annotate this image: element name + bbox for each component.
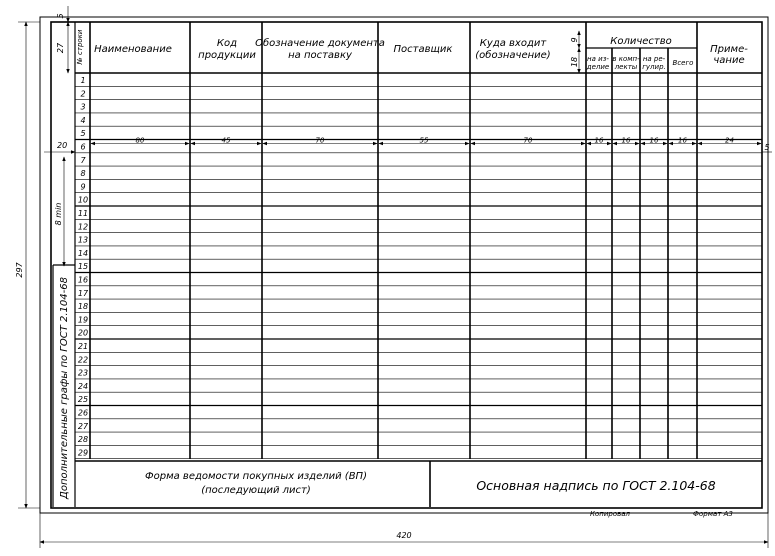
row-number: 9 — [80, 182, 86, 192]
dim-h-18: 18 — [570, 56, 579, 68]
header-supplier: Поставщик — [393, 44, 453, 55]
row-number: 3 — [80, 102, 86, 112]
header-note-2: чание — [713, 55, 745, 66]
row-number: 21 — [77, 342, 89, 351]
header-row-number: № строки — [76, 29, 84, 65]
caption-format: Формат А3 — [693, 510, 733, 518]
row-numbers — [78, 76, 89, 457]
width-dim-label: 16 — [594, 136, 604, 145]
dim-right-5: 5 — [764, 143, 770, 152]
header-code-2: продукции — [198, 50, 256, 61]
width-dim-label: 45 — [221, 136, 231, 145]
header-qty-kit-2: лекты — [614, 63, 638, 71]
header-doc-2: на поставку — [288, 50, 352, 61]
row-number: 12 — [77, 222, 89, 232]
row-number: 28 — [77, 435, 89, 445]
header-qty-repair-1: на ре- — [642, 55, 666, 63]
row-number: 16 — [77, 275, 89, 285]
row-number: 23 — [77, 368, 89, 378]
row-number: 5 — [80, 129, 86, 139]
width-dim-label: 24 — [725, 136, 734, 145]
row-number: 7 — [80, 155, 86, 165]
row-number: 18 — [77, 302, 89, 312]
row-number: 17 — [77, 288, 89, 298]
dim-h-9: 9 — [570, 37, 579, 43]
column-width-dimensions — [91, 137, 761, 145]
row-number: 8 — [80, 169, 86, 179]
row-number: 10 — [77, 195, 89, 205]
width-dim-label: 70 — [315, 136, 325, 145]
row-number: 6 — [80, 142, 86, 152]
header-qty-product-2: делие — [586, 63, 610, 71]
form-title-line1: Форма ведомости покупных изделий (ВП) — [145, 471, 367, 482]
row-number: 22 — [77, 355, 89, 365]
row-number: 29 — [77, 448, 89, 458]
row-number: 14 — [77, 248, 89, 258]
row-number: 27 — [77, 421, 89, 431]
width-dim-label: 80 — [135, 136, 145, 145]
parts-table-grid — [75, 22, 762, 459]
header-note-1: Приме- — [710, 44, 748, 55]
form-title-line2: (последующий лист) — [201, 485, 311, 496]
side-note: Дополнительные графы по ГОСТ 2.104-68 — [59, 277, 70, 499]
title-block-note: Основная надпись по ГОСТ 2.104-68 — [476, 478, 716, 493]
dim-top-5: 5 — [56, 13, 65, 19]
row-number: 2 — [80, 89, 86, 99]
row-number: 1 — [80, 76, 86, 85]
caption-copied: Копировал — [590, 510, 630, 518]
dim-height: 297 — [15, 262, 24, 278]
row-number: 25 — [77, 395, 89, 405]
width-dim-label: 16 — [621, 136, 631, 145]
header-qty-kit-1: в комп- — [612, 55, 640, 63]
header-code-1: Код — [216, 38, 238, 49]
header-qty-total: Всего — [672, 59, 694, 67]
width-dim-label: 55 — [419, 136, 429, 145]
header-where-2: (обозначение) — [475, 50, 551, 61]
width-dim-label: 16 — [649, 136, 659, 145]
sheet-border — [40, 17, 768, 513]
dim-row-pitch: 8 min — [54, 202, 63, 226]
table-header — [76, 29, 748, 71]
dim-top-27: 27 — [56, 42, 65, 54]
width-dim-label: 16 — [678, 136, 687, 145]
header-where-1: Куда входит — [479, 38, 547, 49]
header-name: Наименование — [94, 44, 172, 55]
header-qty-repair-2: гулир. — [642, 63, 666, 71]
width-dim-label: 70 — [523, 136, 533, 145]
header-quantity: Количество — [610, 36, 672, 47]
dim-left-20: 20 — [57, 141, 68, 150]
row-number: 24 — [77, 381, 89, 391]
dimension-lines — [18, 6, 772, 548]
header-doc-1: Обозначение документа — [255, 38, 385, 49]
row-number: 4 — [80, 115, 86, 125]
row-number: 11 — [77, 209, 89, 218]
dim-width: 420 — [396, 531, 412, 540]
row-number: 20 — [77, 328, 89, 338]
row-number: 26 — [77, 408, 89, 418]
header-qty-product-1: на из- — [587, 55, 609, 63]
row-number: 19 — [77, 315, 89, 325]
row-number: 15 — [77, 262, 89, 272]
row-number: 13 — [77, 235, 89, 245]
